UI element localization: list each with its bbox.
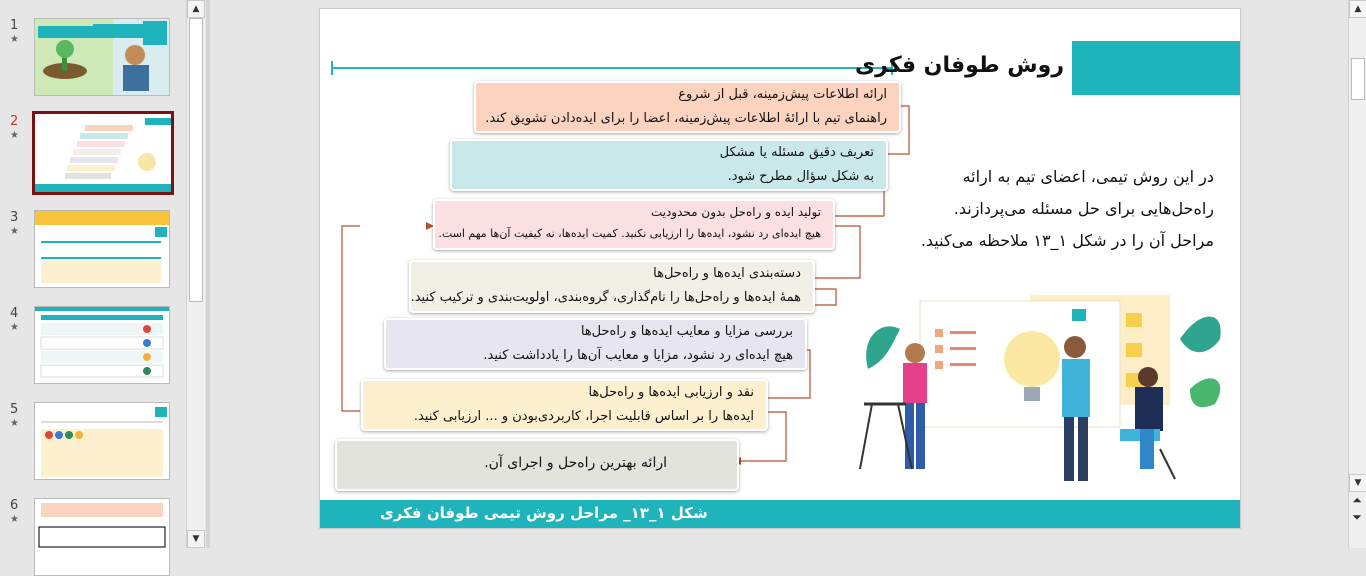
next-slide-button[interactable]: ⏷ [1352,510,1362,524]
step-title: تعریف دقیق مسئله یا مشکل [719,145,874,160]
pane-divider[interactable] [206,0,210,548]
thumbnail-graphic [35,499,169,575]
slide-title: روش طوفان فکری [854,53,1064,78]
step-title: ارائه بهترین راه‌حل و اجرای آن. [484,455,667,471]
slide-thumbnail-4[interactable] [34,306,170,384]
slide-number: 3 [10,210,19,225]
step-title: بررسی مزایا و معایب ایده‌ها و راه‌حل‌ها [580,324,793,339]
slide-canvas[interactable] [320,9,1240,528]
star-icon: ★ [10,514,19,525]
scroll-up-button[interactable]: ▲ [1349,0,1366,18]
step-box-1 [474,81,901,133]
slide-number: 2 [10,114,19,129]
thumbnail-scrollbar[interactable] [186,0,205,548]
step-title: نقد و ارزیابی ایده‌ها و راه‌حل‌ها [588,385,754,400]
step-box-4 [409,260,815,313]
caption-bar [320,500,1240,528]
step-desc: راهنمای تیم با ارائهٔ اطلاعات پیش‌زمینه، اعضا را برای ایده‌دادن تشویق کند. [485,111,887,126]
figure-caption: شکل ۱_۱۳_ مراحل روش تیمی طوفان فکری [380,504,708,522]
step-desc: همهٔ ایده‌ها و راه‌حل‌ها را نام‌گذاری، گروه‌بندی، اولویت‌بندی و ترکیب کنید. [410,290,801,305]
scroll-down-button[interactable]: ▼ [1349,474,1366,492]
step-box-5 [384,318,807,370]
step-desc: ایده‌ها را بر اساس قابلیت اجرا، کاربردی‌بودن و ... ارزیابی کنید. [413,409,754,424]
thumbnail-graphic [35,114,171,192]
star-icon: ★ [10,226,19,237]
star-icon: ★ [10,34,19,45]
step-box-7 [335,439,739,491]
teamwork-illustration [860,295,1221,481]
slide-thumbnail-1[interactable] [34,18,170,96]
thumbnail-graphic [35,211,169,287]
slide-thumbnail-2[interactable] [32,111,174,195]
scroll-up-button[interactable]: ▲ [187,0,205,18]
star-icon: ★ [10,322,19,333]
step-box-6 [361,379,768,431]
star-icon: ★ [10,130,19,141]
title-accent-bar [1072,41,1240,95]
slide-number: 6 [10,498,19,513]
step-title: ارائه اطلاعات پیش‌زمینه، قبل از شروع [678,87,887,102]
slide-number: 5 [10,402,19,417]
slide-scrollbar[interactable] [1348,0,1366,548]
slide-number: 1 [10,18,19,33]
scroll-down-button[interactable]: ▼ [187,530,205,548]
slide-thumbnail-5[interactable] [34,402,170,480]
step-title: تولید ایده و راه‌حل بدون محدودیت [650,205,821,219]
lightbulb [1004,331,1060,387]
thumbnail-graphic [35,19,169,95]
step-desc: هیچ ایده‌ای رد نشود، ایده‌ها را ارزیابی نکنید. کمیت ایده‌ها، نه کیفیت آن‌ها مهم است. [438,227,821,240]
step-box-3 [433,199,835,250]
scroll-thumb[interactable] [189,18,203,302]
slide-thumbnail-3[interactable] [34,210,170,288]
slide-number: 4 [10,306,19,321]
step-desc: به شکل سؤال مطرح شود. [727,169,874,184]
step-box-2 [450,139,888,191]
description-paragraph: در این روش تیمی، اعضای تیم به ارائه راه‌حل‌هایی برای حل مسئله می‌پردازند. مراحل آن را در شکل ۱_۱۳ ملاحظه می‌کنید. [920,167,1214,250]
scroll-thumb[interactable] [1351,58,1365,100]
thumbnail-graphic [35,403,169,479]
step-title: دسته‌بندی ایده‌ها و راه‌حل‌ها [653,266,801,281]
slide-thumbnail-6[interactable] [34,498,170,576]
previous-slide-button[interactable]: ⏶ [1352,493,1362,507]
step-desc: هیچ ایده‌ای رد نشود، مزایا و معایب آن‌ها را یادداشت کنید. [483,348,793,363]
thumbnail-graphic [35,307,169,383]
thumbnail-pane [0,0,186,548]
star-icon: ★ [10,418,19,429]
